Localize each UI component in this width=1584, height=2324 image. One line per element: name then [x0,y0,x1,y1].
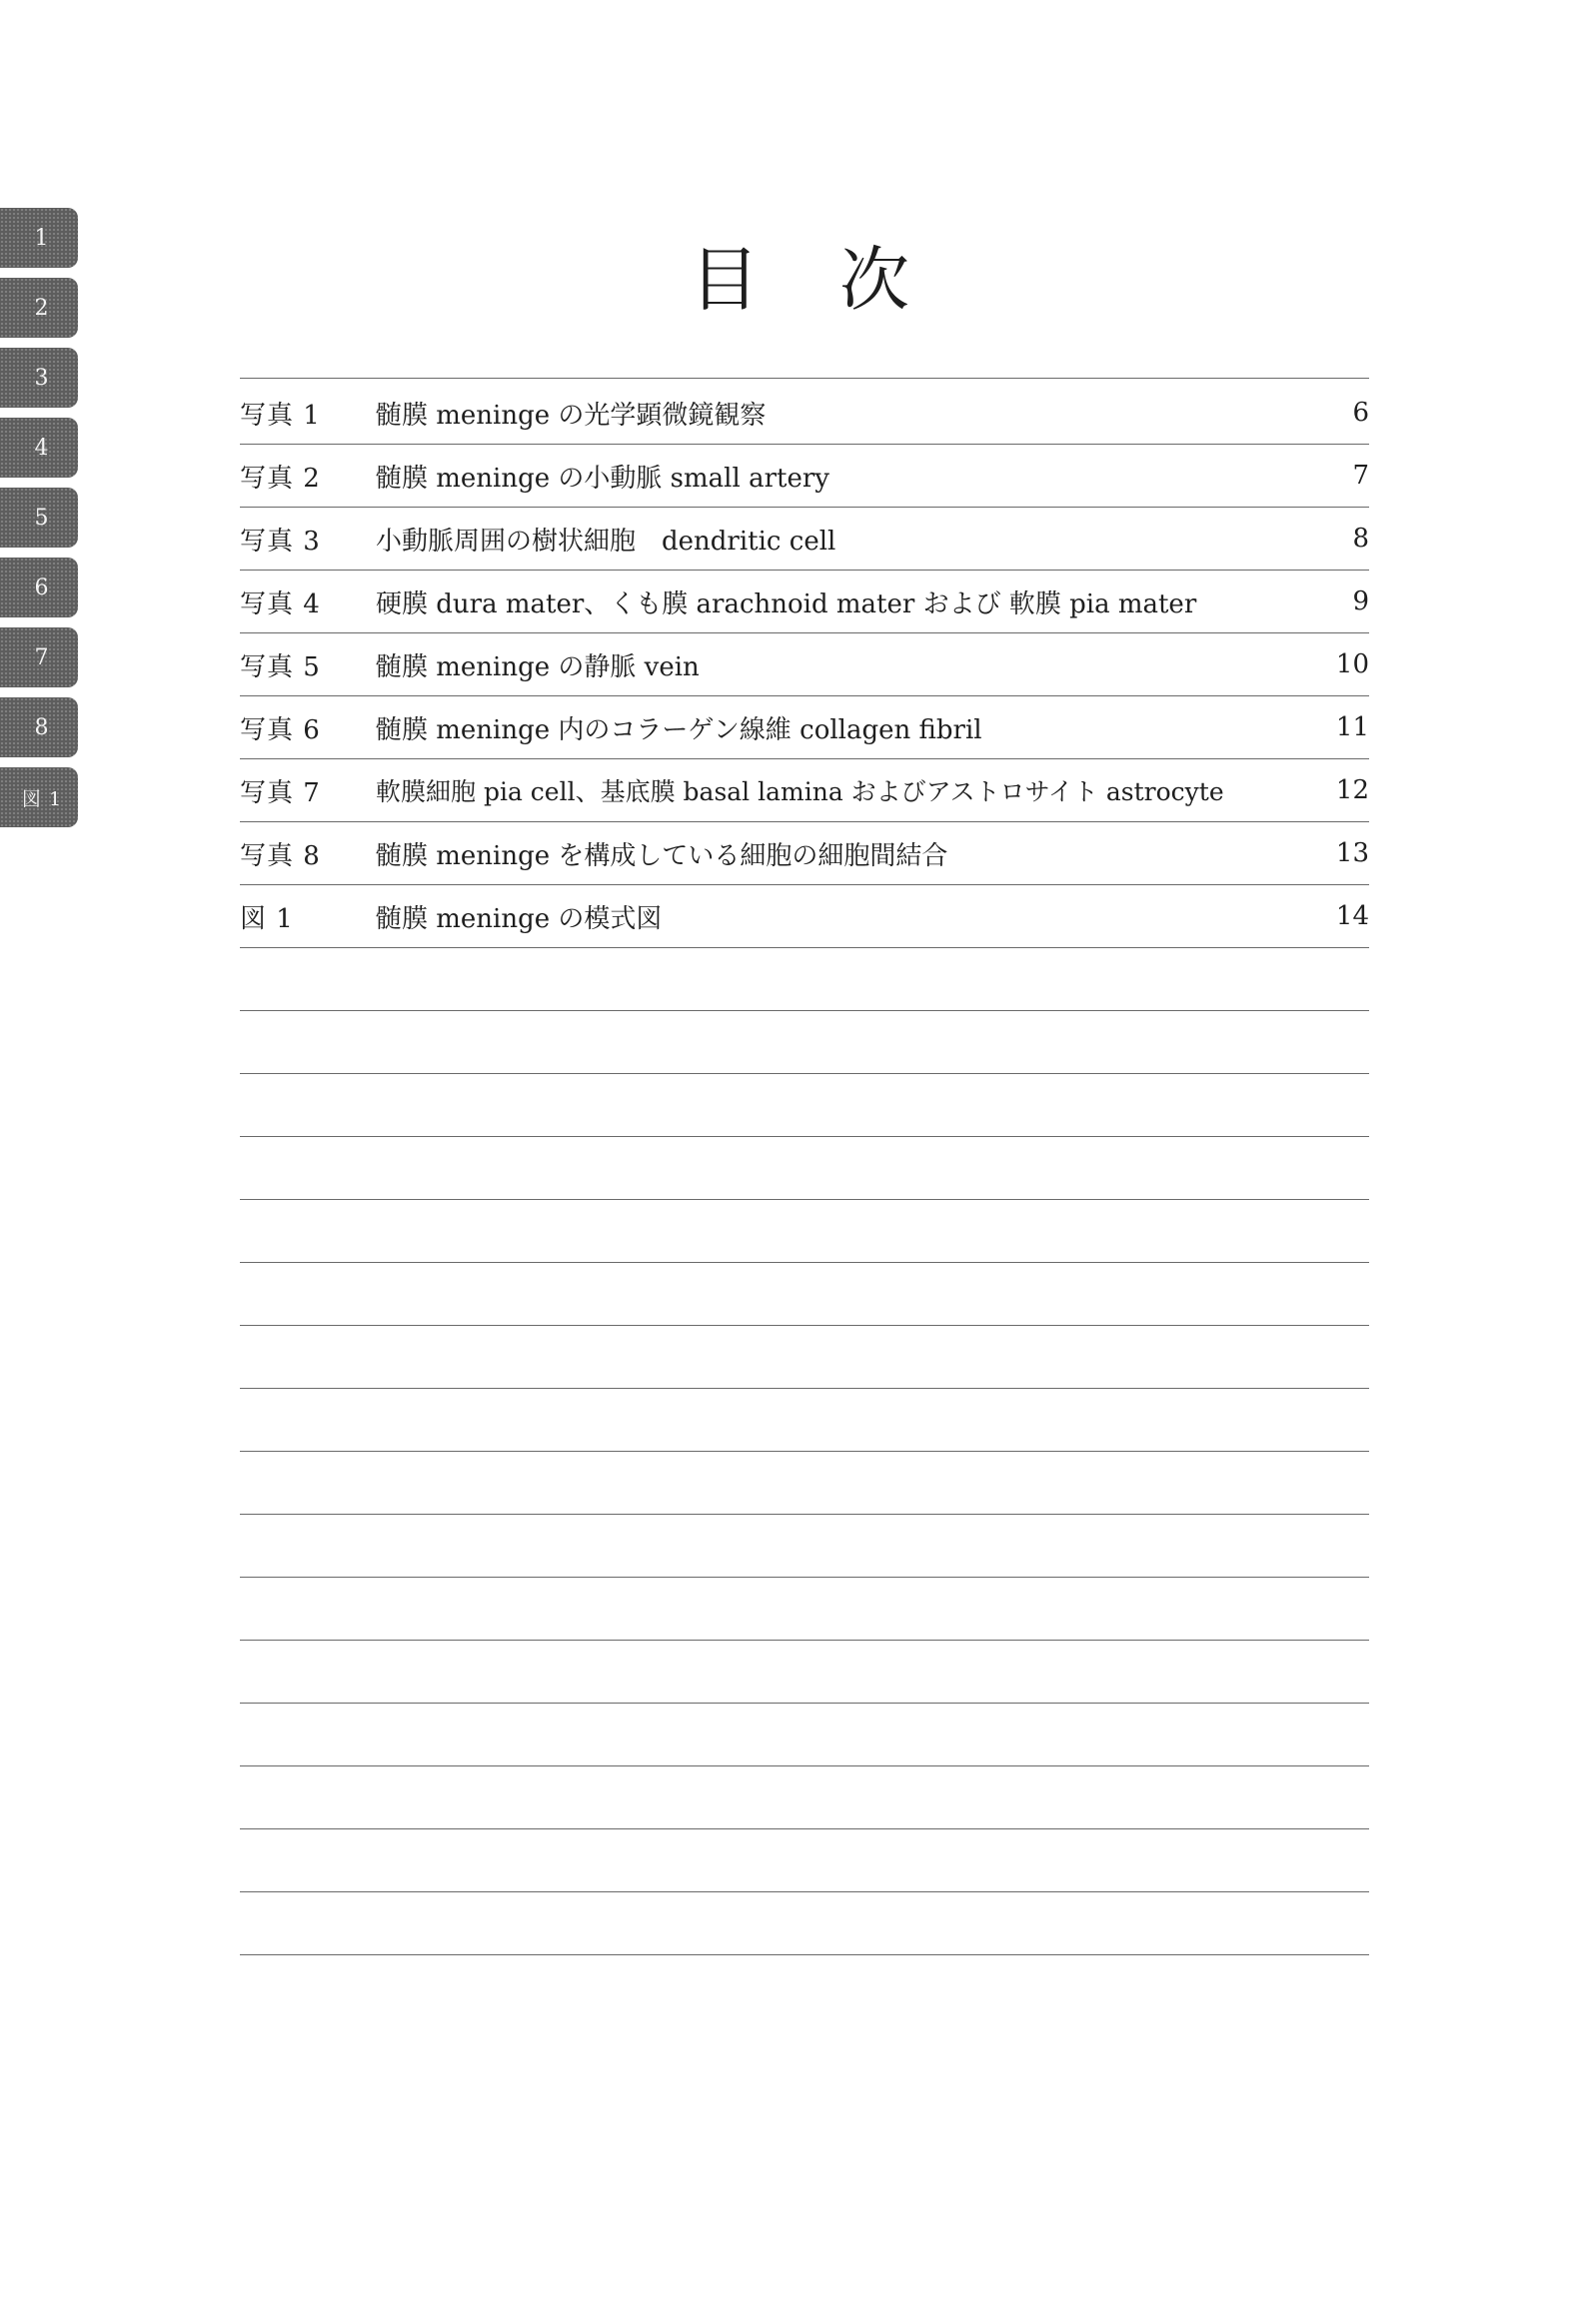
toc-entry-title: 髄膜 meninge の小動脈 small artery [376,463,829,494]
chapter-tab-label: 2 [34,295,50,321]
toc-entry-title: 髄膜 meninge を構成している細胞の細胞間結合 [376,840,948,871]
toc-entry-title: 髄膜 meninge の光学顕微鏡観察 [376,400,767,431]
toc-entry-title: 軟膜細胞 pia cell、基底膜 basal lamina およびアストロサイト astrocyte [376,777,1224,806]
toc-entry-title: 髄膜 meninge の静脈 vein [376,651,700,682]
divider [240,378,1369,379]
chapter-tab-label: 7 [34,644,50,670]
chapter-tab-7[interactable] [0,627,78,687]
toc-entry[interactable] [240,382,1369,444]
chapter-tab-figure-1[interactable] [0,767,78,827]
toc-entry[interactable] [240,822,1369,884]
chapter-tab-6[interactable] [0,558,78,617]
chapter-tab-4[interactable] [0,418,78,478]
blank-rule [240,1388,1369,1389]
blank-rule [240,1640,1369,1641]
toc-entry-page: 14 [1335,901,1369,931]
chapter-tab-label: 1 [34,225,50,251]
toc-entry[interactable] [240,885,1369,947]
blank-rule [240,1703,1369,1704]
chapter-tab-label: 6 [34,575,50,600]
blank-rule [240,1451,1369,1452]
toc-entry[interactable] [240,508,1369,570]
toc-entry-label: 写真 4 [240,588,321,619]
blank-rule [240,1262,1369,1263]
toc-entry-page: 13 [1335,838,1369,868]
toc-entry-title: 髄膜 meninge の模式図 [376,903,663,934]
toc-entry-label: 写真 5 [240,651,321,682]
toc-entry-title: 小動脈周囲の樹状細胞 dendritic cell [376,526,836,557]
toc-entry-title: 髄膜 meninge 内のコラーゲン線維 collagen fibril [376,714,982,745]
toc-entry-page: 10 [1335,649,1369,679]
toc-entry-page: 7 [1352,461,1369,491]
toc-entry-label: 写真 2 [240,463,321,494]
blank-rule [240,1891,1369,1892]
toc-entry-page: 12 [1335,775,1369,805]
toc-entry-page: 6 [1352,398,1369,428]
page-title-char-2: 次 [839,239,909,321]
blank-rule [240,1765,1369,1766]
chapter-tab-label: 4 [34,435,50,461]
chapter-tab-5[interactable] [0,488,78,548]
toc-entry[interactable] [240,445,1369,507]
blank-rule [240,1828,1369,1829]
chapter-tab-label: 5 [34,505,50,531]
chapter-tab-label: 図 1 [21,787,63,810]
blank-rule [240,1199,1369,1200]
chapter-tab-2[interactable] [0,278,78,338]
toc-entry-page: 9 [1352,586,1369,616]
blank-rule [240,1514,1369,1515]
chapter-tab-label: 8 [34,714,50,740]
chapter-tab-label: 3 [34,365,50,391]
chapter-tab-3[interactable] [0,348,78,408]
toc-entry[interactable] [240,571,1369,632]
blank-rule [240,1010,1369,1011]
blank-rule [240,1136,1369,1137]
toc-entry[interactable] [240,696,1369,758]
blank-rule [240,1954,1369,1955]
toc-entry-label: 写真 8 [240,840,321,871]
blank-rule [240,1577,1369,1578]
toc-entry-label: 写真 6 [240,714,321,745]
toc-entry-label: 写真 7 [240,777,321,808]
toc-entry-label: 写真 1 [240,400,321,431]
blank-rule [240,1325,1369,1326]
toc-entry-label: 図 1 [240,903,294,934]
toc-entry[interactable] [240,633,1369,695]
blank-rule [240,1073,1369,1074]
divider [240,947,1369,948]
page-title [690,240,909,320]
toc-entry-label: 写真 3 [240,526,321,557]
toc-entry[interactable] [240,759,1369,821]
chapter-tab-1[interactable] [0,208,78,268]
chapter-tab-8[interactable] [0,697,78,757]
page-title-char-1: 目 [690,239,760,321]
toc-entry-page: 8 [1352,524,1369,554]
toc-entry-page: 11 [1335,712,1369,742]
toc-entry-title: 硬膜 dura mater、くも膜 arachnoid mater および 軟膜 pia mater [376,588,1197,619]
